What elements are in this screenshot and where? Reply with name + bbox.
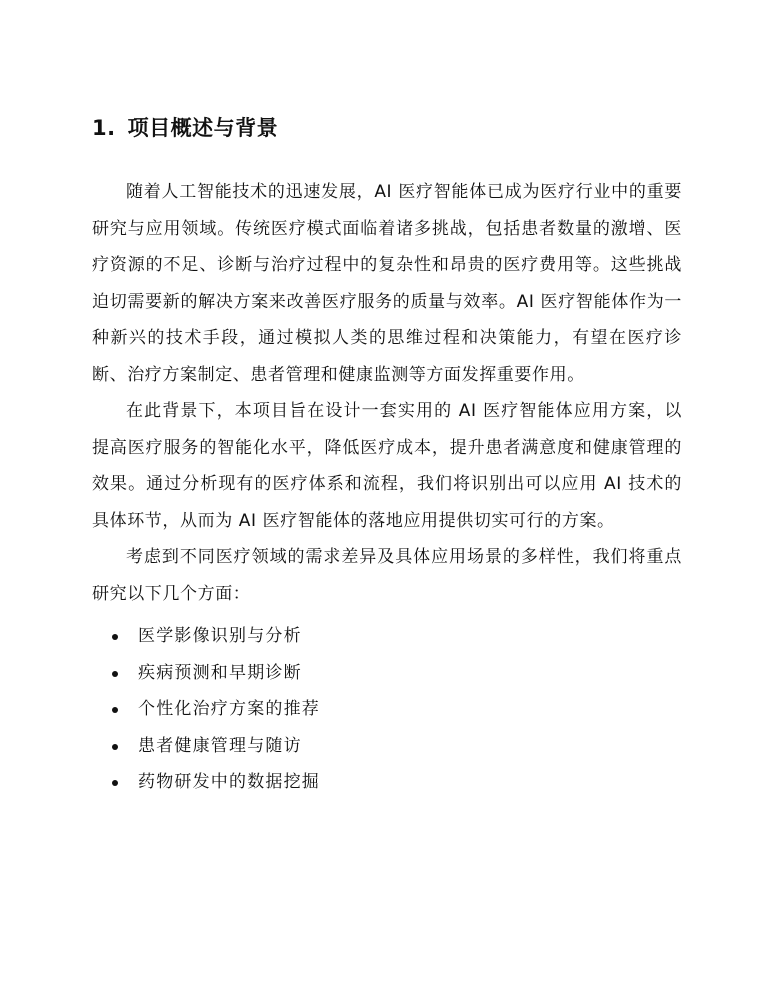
- bullet-dot-icon: [112, 634, 118, 640]
- focus-area-list: [92, 618, 682, 801]
- bullet-dot-icon: [112, 671, 118, 677]
- list-item-text: 个性化治疗方案的推荐: [138, 699, 320, 719]
- list-item-text: 疾病预测和早期诊断: [138, 662, 302, 683]
- list-item-text: 药物研发中的数据挖掘: [138, 772, 320, 792]
- list-item: [92, 764, 682, 801]
- list-item: [92, 618, 682, 655]
- section-heading: [92, 112, 278, 142]
- bullet-dot-icon: [112, 780, 118, 786]
- list-item: [92, 728, 682, 765]
- paragraph-project-goal: 在此背景下，本项目旨在设计一套实用的 AI 医疗智能体应用方案，以提高医疗服务的智能化水平，降低医疗成本，提升患者满意度和健康管理的效果。通过分析现有的医疗体系和流程，我们将识别出可以应用 AI 技术的具体环节，从而为 AI 医疗智能体的落地应用提供切实可行的方案。: [92, 401, 682, 531]
- list-item: [92, 691, 682, 728]
- bullet-dot-icon: [112, 707, 118, 713]
- section-title: 项目概述与背景: [127, 116, 279, 140]
- list-item: [92, 655, 682, 692]
- list-item-text: 医学影像识别与分析: [138, 626, 302, 646]
- bullet-dot-icon: [112, 744, 118, 750]
- paragraph-background: 随着人工智能技术的迅速发展，AI 医疗智能体已成为医疗行业中的重要研究与应用领域。传统医疗模式面临着诸多挑战，包括患者数量的激增、医疗资源的不足、诊断与治疗过程中的复杂性和昂贵的医疗费用等。这些挑战迫切需要新的解决方案来改善医疗服务的质量与效率。AI 医疗智能体作为一种新兴的技术手段，通过模拟人类的思维过程和决策能力，有望在医疗诊断、治疗方案制定、患者管理和健康监测等方面发挥重要作用。: [92, 182, 682, 385]
- list-item-text: 患者健康管理与随访: [138, 735, 302, 756]
- section-body: [92, 174, 682, 801]
- section-number: 1.: [92, 116, 116, 140]
- paragraph-focus-intro: 考虑到不同医疗领域的需求差异及具体应用场景的多样性，我们将重点研究以下几个方面：: [92, 547, 682, 604]
